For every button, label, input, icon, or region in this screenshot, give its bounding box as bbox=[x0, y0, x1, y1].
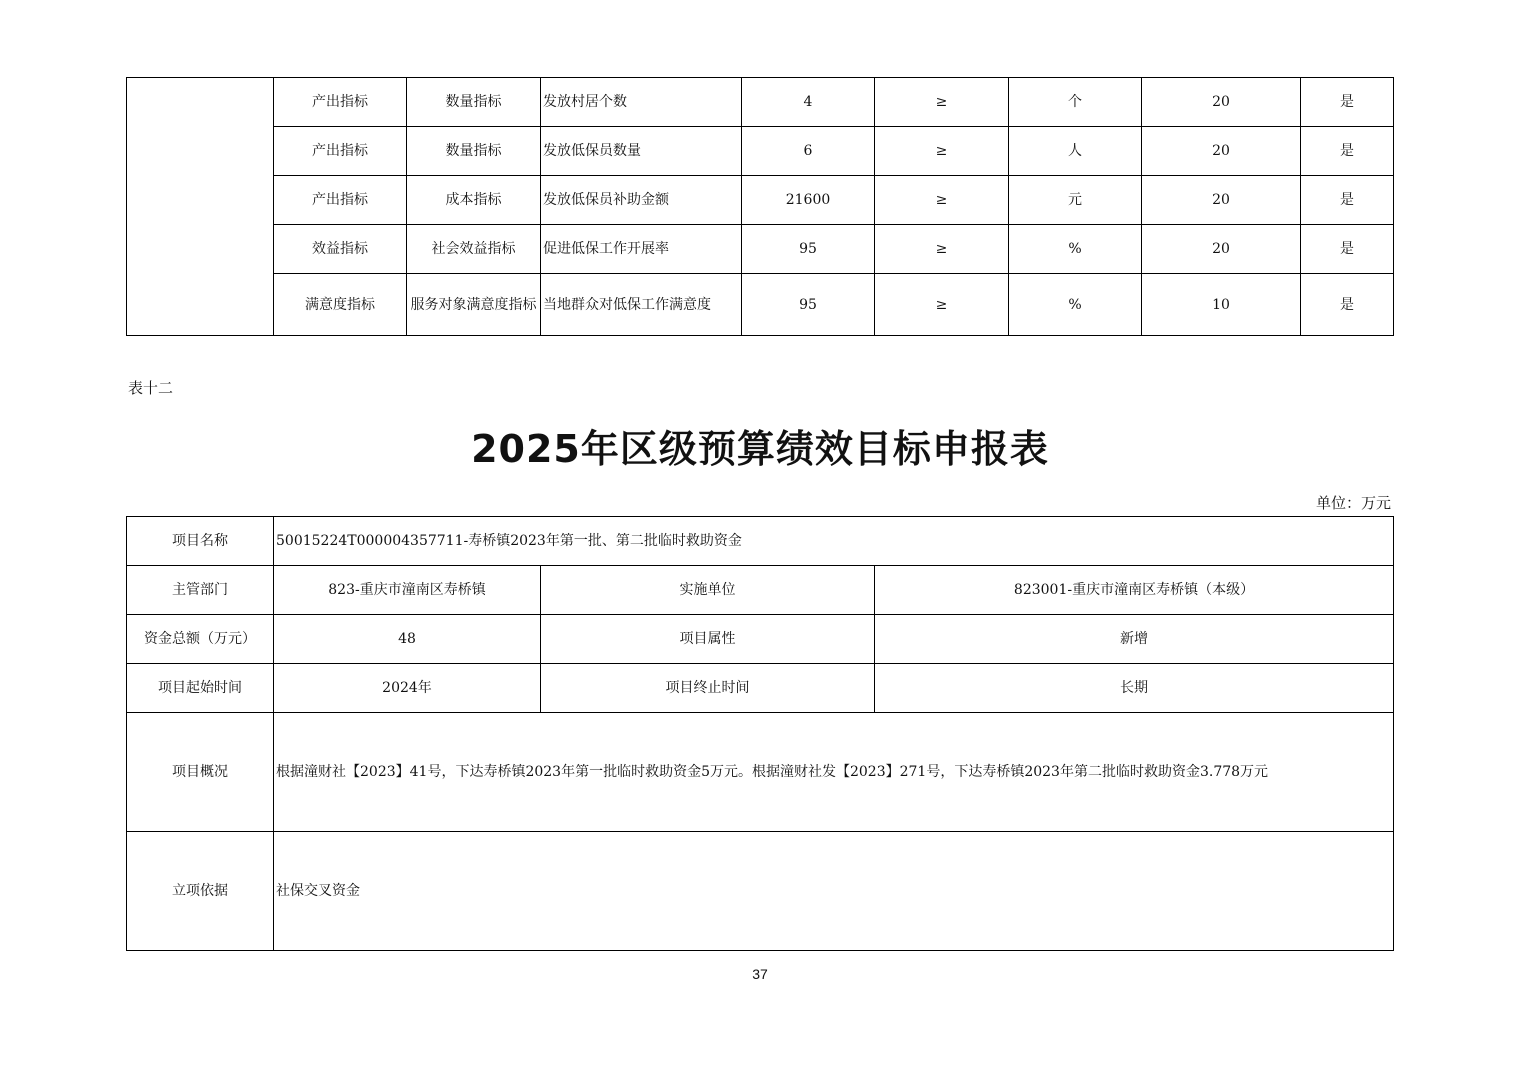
indicator-operator: ≥ bbox=[875, 127, 1009, 176]
indicator-value: 95 bbox=[742, 225, 875, 274]
dept-value: 823-重庆市潼南区寿桥镇 bbox=[274, 566, 541, 615]
indicator-unit: 人 bbox=[1009, 127, 1142, 176]
merged-category-cell bbox=[127, 78, 274, 336]
indicator-operator: ≥ bbox=[875, 78, 1009, 127]
indicator-operator: ≥ bbox=[875, 225, 1009, 274]
fund-total-value: 48 bbox=[274, 615, 541, 664]
overview-label: 项目概况 bbox=[127, 713, 274, 832]
indicator-level3: 发放低保员数量 bbox=[541, 127, 742, 176]
indicator-weight: 20 bbox=[1142, 127, 1301, 176]
indicator-unit: % bbox=[1009, 225, 1142, 274]
page-number: 37 bbox=[752, 966, 768, 982]
indicator-core: 是 bbox=[1301, 176, 1394, 225]
indicator-unit: 元 bbox=[1009, 176, 1142, 225]
end-time-label: 项目终止时间 bbox=[541, 664, 875, 713]
indicator-level1: 产出指标 bbox=[274, 176, 407, 225]
indicator-level1: 满意度指标 bbox=[274, 274, 407, 336]
start-time-value: 2024年 bbox=[274, 664, 541, 713]
indicator-level3: 促进低保工作开展率 bbox=[541, 225, 742, 274]
indicator-level3: 发放低保员补助金额 bbox=[541, 176, 742, 225]
impl-unit-value: 823001-重庆市潼南区寿桥镇（本级） bbox=[875, 566, 1394, 615]
indicator-value: 95 bbox=[742, 274, 875, 336]
indicator-value: 6 bbox=[742, 127, 875, 176]
basis-label: 立项依据 bbox=[127, 832, 274, 951]
indicator-core: 是 bbox=[1301, 225, 1394, 274]
indicator-core: 是 bbox=[1301, 78, 1394, 127]
indicator-unit: 个 bbox=[1009, 78, 1142, 127]
indicator-level2: 服务对象满意度指标 bbox=[407, 274, 541, 336]
indicator-level2: 社会效益指标 bbox=[407, 225, 541, 274]
indicator-core: 是 bbox=[1301, 274, 1394, 336]
indicator-level3: 当地群众对低保工作满意度 bbox=[541, 274, 742, 336]
project-attr-label: 项目属性 bbox=[541, 615, 875, 664]
indicator-level2: 数量指标 bbox=[407, 78, 541, 127]
project-name-value: 50015224T000004357711-寿桥镇2023年第一批、第二批临时救助资金 bbox=[274, 517, 1394, 566]
indicator-level1: 产出指标 bbox=[274, 78, 407, 127]
indicator-operator: ≥ bbox=[875, 274, 1009, 336]
page-title: 2025年区级预算绩效目标申报表 bbox=[471, 427, 1049, 471]
indicator-level2: 成本指标 bbox=[407, 176, 541, 225]
indicator-weight: 20 bbox=[1142, 78, 1301, 127]
basis-value: 社保交叉资金 bbox=[274, 832, 1394, 951]
indicator-unit: % bbox=[1009, 274, 1142, 336]
end-time-value: 长期 bbox=[875, 664, 1394, 713]
overview-value: 根据潼财社【2023】41号，下达寿桥镇2023年第一批临时救助资金5万元。根据潼财社发【2023】271号，下达寿桥镇2023年第二批临时救助资金3.778万元 bbox=[274, 713, 1394, 832]
impl-unit-label: 实施单位 bbox=[541, 566, 875, 615]
project-name-label: 项目名称 bbox=[127, 517, 274, 566]
indicator-level1: 产出指标 bbox=[274, 127, 407, 176]
indicator-level2: 数量指标 bbox=[407, 127, 541, 176]
indicator-value: 21600 bbox=[742, 176, 875, 225]
project-info-table bbox=[126, 516, 1394, 951]
indicator-level1: 效益指标 bbox=[274, 225, 407, 274]
indicator-level3: 发放村居个数 bbox=[541, 78, 742, 127]
indicator-weight: 20 bbox=[1142, 176, 1301, 225]
indicator-weight: 20 bbox=[1142, 225, 1301, 274]
indicator-operator: ≥ bbox=[875, 176, 1009, 225]
project-attr-value: 新增 bbox=[875, 615, 1394, 664]
start-time-label: 项目起始时间 bbox=[127, 664, 274, 713]
fund-total-label: 资金总额（万元） bbox=[127, 615, 274, 664]
unit-label: 单位：万元 bbox=[1315, 494, 1391, 512]
indicator-core: 是 bbox=[1301, 127, 1394, 176]
indicator-weight: 10 bbox=[1142, 274, 1301, 336]
table-label: 表十二 bbox=[128, 379, 174, 397]
dept-label: 主管部门 bbox=[127, 566, 274, 615]
performance-indicator-table bbox=[126, 77, 1394, 336]
indicator-value: 4 bbox=[742, 78, 875, 127]
